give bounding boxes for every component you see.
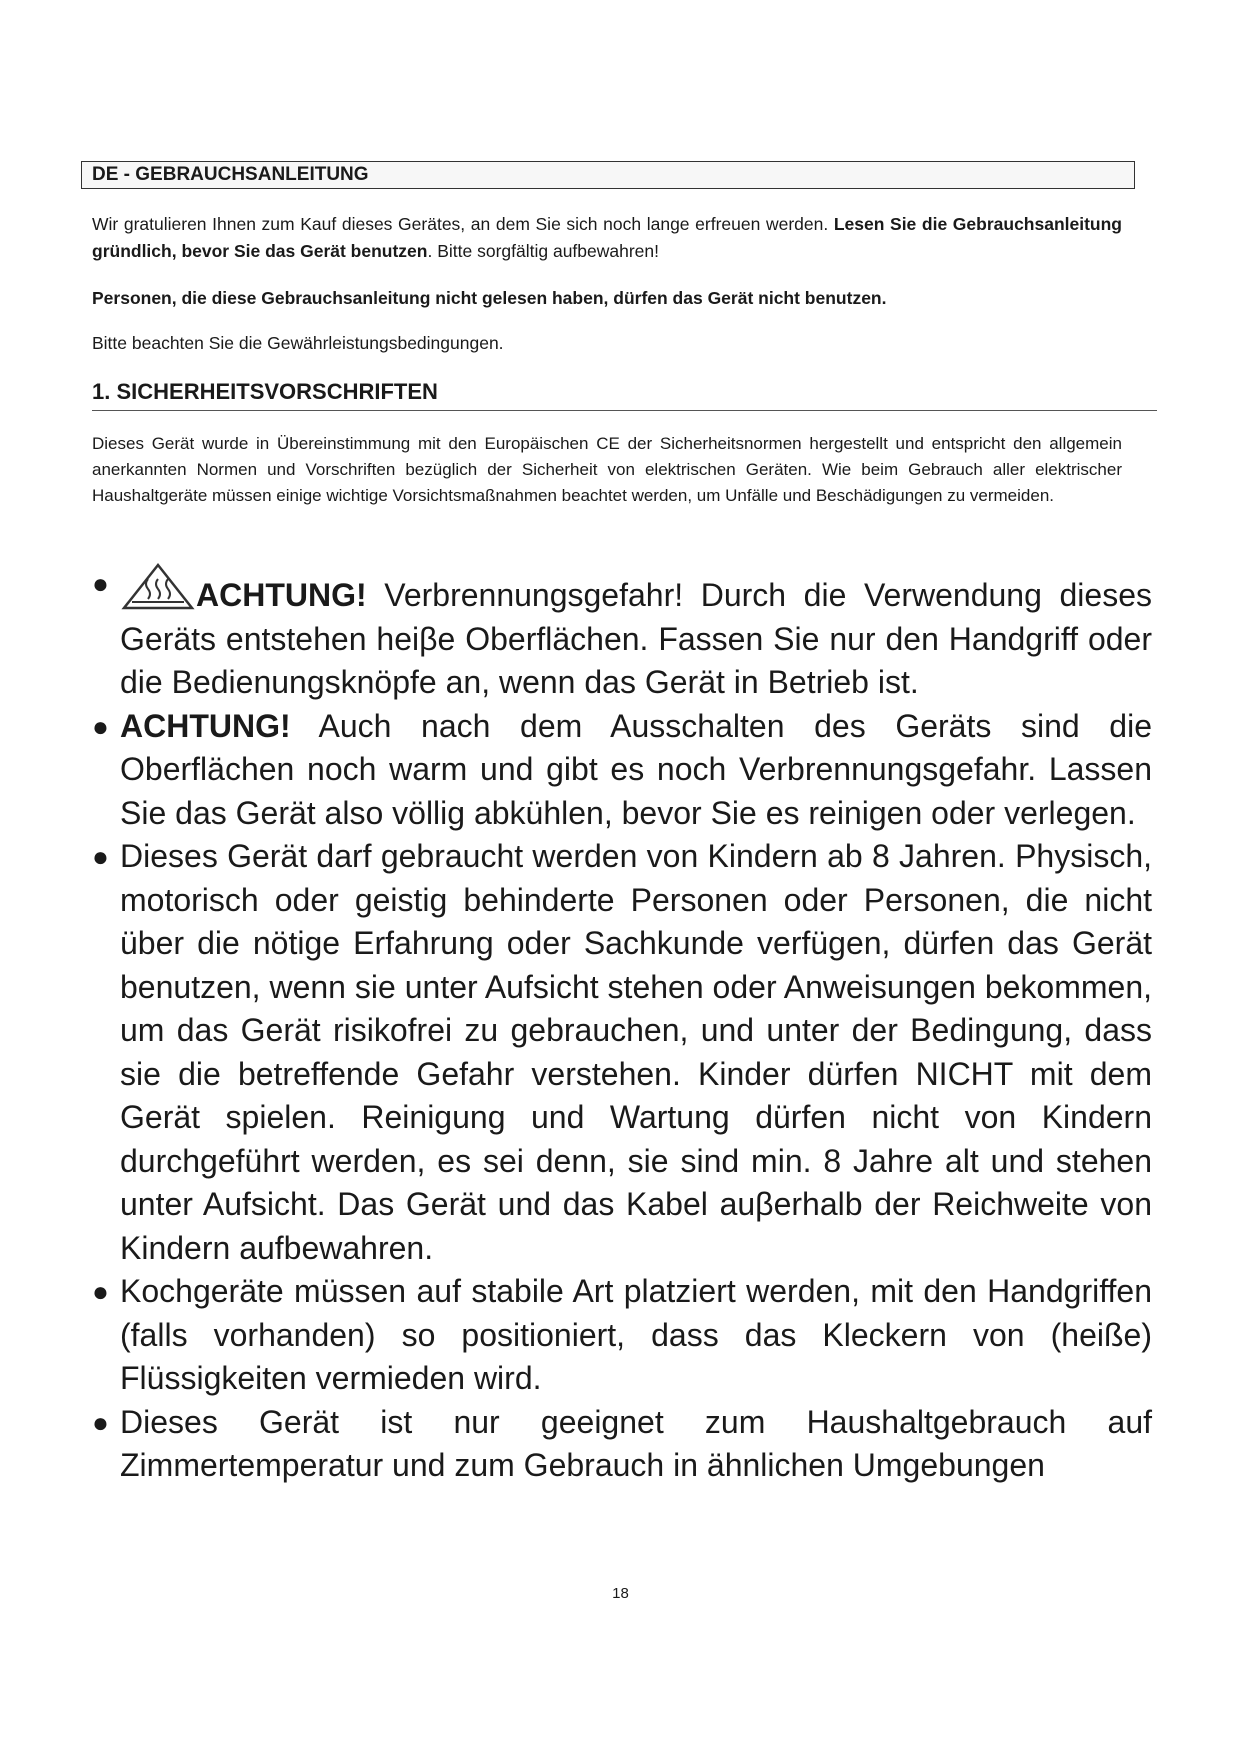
list-item-text: Kochgeräte müssen auf stabile Art platziert werden, mit den Handgriffen (falls vorhanden) so positioniert, dass das Kleckern von (heiße) Flüssigkeiten vermieden wird. bbox=[120, 1273, 1152, 1396]
bullet-icon: ● bbox=[92, 1406, 109, 1438]
list-item bbox=[92, 1401, 1152, 1488]
section-heading: 1. SICHERHEITSVORSCHRIFTEN bbox=[92, 374, 1157, 411]
list-item-text: Verbrennungsgefahr! Durch die Verwendung dieses Geräts entstehen heiβe Oberflächen. Fassen Sie nur den Handgriff oder die Bedienungsknöpfe an, wenn das Gerät in Betrieb ist. bbox=[120, 577, 1152, 700]
intro-end-text: . Bitte sorgfältig aufbewahren! bbox=[427, 241, 660, 261]
safety-intro-paragraph: Dieses Gerät wurde in Übereinstimmung mit den Europäischen CE der Sicherheitsnormen hergestellt und entspricht den allgemein anerkannten Normen und Vorschriften bezüglich der Sicherheit von elektrischen Geräten. Wie beim Gebrauch aller elektrischer Haushaltgeräte müssen einige wichtige Vorsichtsmaßnahmen beachtet werden, um Unfälle und Beschädigungen zu vermeiden. bbox=[92, 434, 1122, 505]
bullet-icon: ● bbox=[92, 710, 109, 742]
list-item-text: Auch nach dem Ausschalten des Geräts sind die Oberflächen noch warm und gibt es noch Verbrennungsgefahr. Lassen Sie das Gerät also völlig abkühlen, bevor Sie es reinigen oder verlegen. bbox=[120, 707, 1152, 831]
list-item-text: Dieses Gerät darf gebraucht werden von Kindern ab 8 Jahren. Physisch, motorisch oder geistig behinderte Personen oder Personen, die nicht über die nötige Erfahrung oder Sachkunde verfügen, dürfen das Gerät benutzen, wenn sie unter Aufsicht stehen oder Anweisungen bekommen, um das Gerät risikofrei zu gebrauchen, und unter der Bedingung, dass sie die betreffende Gefahr verstehen. Kinder dürfen NICHT mit dem Gerät spielen. Reinigung und Wartung dürfen nicht von Kindern durchgeführt werden, es sei denn, sie sind min. 8 Jahre alt und stehen unter Aufsicht. Das Gerät und das Kabel auβerhalb der Reichweite von Kindern aufbewahren. bbox=[120, 838, 1152, 1266]
document-header: DE - GEBRAUCHSANLEITUNG bbox=[81, 161, 1135, 189]
list-item bbox=[92, 1270, 1152, 1401]
list-item bbox=[92, 562, 1152, 705]
intro-bold-text: Lesen Sie die Gebrauchsanleitung gründlich, bevor Sie das Gerät benutzen bbox=[92, 214, 1122, 261]
warning-label: ACHTUNG! bbox=[120, 707, 291, 744]
list-item bbox=[92, 705, 1152, 836]
page-number: 18 bbox=[612, 1585, 629, 1602]
warning-paragraph: Personen, die diese Gebrauchsanleitung nicht gelesen haben, dürfen das Gerät nicht benutzen. bbox=[92, 288, 887, 308]
bullet-icon: ● bbox=[92, 1276, 109, 1307]
warranty-paragraph: Bitte beachten Sie die Gewährleistungsbedingungen. bbox=[92, 333, 504, 353]
warning-label: ACHTUNG! bbox=[196, 577, 367, 613]
intro-paragraph bbox=[92, 211, 1122, 265]
list-item-text: Dieses Gerät ist nur geeignet zum Haushaltgebrauch auf Zimmertemperatur und zum Gebrauch in ähnlichen Umgebungen bbox=[120, 1403, 1152, 1483]
bullet-icon: ● bbox=[92, 568, 109, 599]
intro-text: Wir gratulieren Ihnen zum Kauf dieses Gerätes, an dem Sie sich noch lange erfreuen werden. bbox=[92, 214, 834, 234]
safety-list bbox=[92, 562, 1152, 1488]
bullet-icon: ● bbox=[92, 841, 109, 872]
list-item bbox=[92, 835, 1152, 1270]
hot-surface-warning-icon bbox=[120, 562, 196, 612]
